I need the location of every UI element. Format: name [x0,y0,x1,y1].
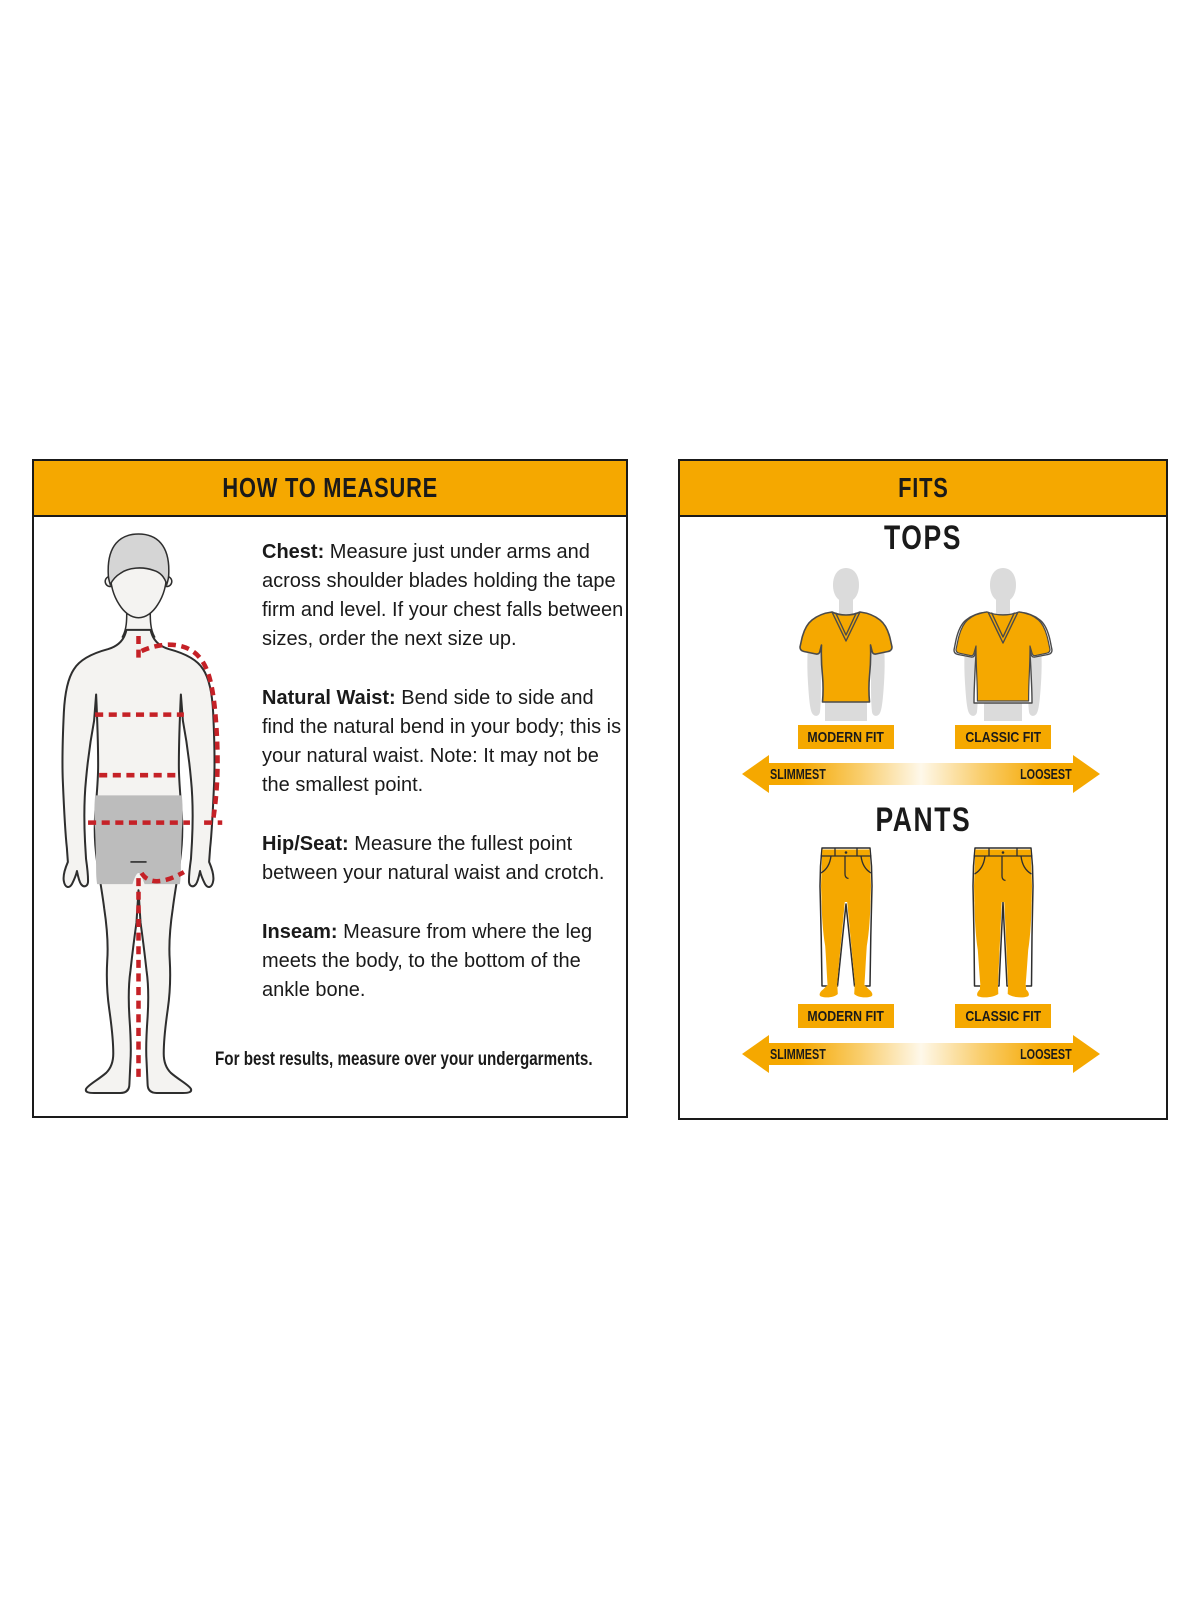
measure-desc: Measure from where the leg meets the body, to the bottom of the ankle bone. [262,921,593,1001]
tops-modern-fit-label: MODERN FIT [798,725,894,749]
pants-heading: PANTS [875,801,971,839]
slimmest-label: SLIMMEST [770,765,826,783]
loosest-label: LOOSEST [1020,765,1072,783]
fits-panel [678,459,1168,1120]
pants-fit-scale [742,1035,1100,1073]
measure-desc: Measure the fullest point between your natural waist and crotch. [262,833,605,884]
measure-item-natural-waist [262,684,624,800]
measure-term: Chest: [262,541,325,563]
fits-body [680,517,1166,1118]
pants-classic-fit-icon [958,844,1048,1002]
measure-footnote: For best results, measure over your undergarments. [215,1049,593,1070]
measure-item-inseam [262,918,624,1005]
measure-desc: Bend side to side and find the natural bend in your body; this is your natural waist. Note: It may not be the smallest point. [262,687,622,796]
measure-desc: Measure just under arms and across shoulder blades holding the tape firm and level. If your chest falls between sizes, order the next size up. [262,541,624,650]
arrow-left-icon [742,755,769,793]
arrow-right-icon [1073,1035,1100,1073]
measure-instructions [262,538,624,1035]
how-to-measure-body [34,517,626,1116]
how-to-measure-panel [32,459,628,1118]
measure-term: Inseam: [262,921,338,943]
loosest-label: LOOSEST [1020,1045,1072,1063]
fits-title: FITS [897,472,949,503]
tshirt-modern-fit-icon [781,563,911,721]
how-to-measure-header [34,461,626,517]
measure-item-hip-seat [262,830,624,888]
pants-classic-fit-label: CLASSIC FIT [955,1004,1051,1028]
fits-header [680,461,1166,517]
tops-fit-scale [742,755,1100,793]
measure-term: Natural Waist: [262,687,396,709]
body-measurement-figure-icon [36,529,241,1094]
tops-heading: TOPS [884,519,962,557]
how-to-measure-title: HOW TO MEASURE [222,472,438,503]
pants-modern-fit-icon [801,844,891,1002]
measure-term: Hip/Seat: [262,833,349,855]
arrow-right-icon [1073,755,1100,793]
tops-classic-fit-label: CLASSIC FIT [955,725,1051,749]
measure-item-chest [262,538,624,654]
tshirt-classic-fit-icon [938,563,1068,721]
pants-modern-fit-label: MODERN FIT [798,1004,894,1028]
slimmest-label: SLIMMEST [770,1045,826,1063]
arrow-left-icon [742,1035,769,1073]
